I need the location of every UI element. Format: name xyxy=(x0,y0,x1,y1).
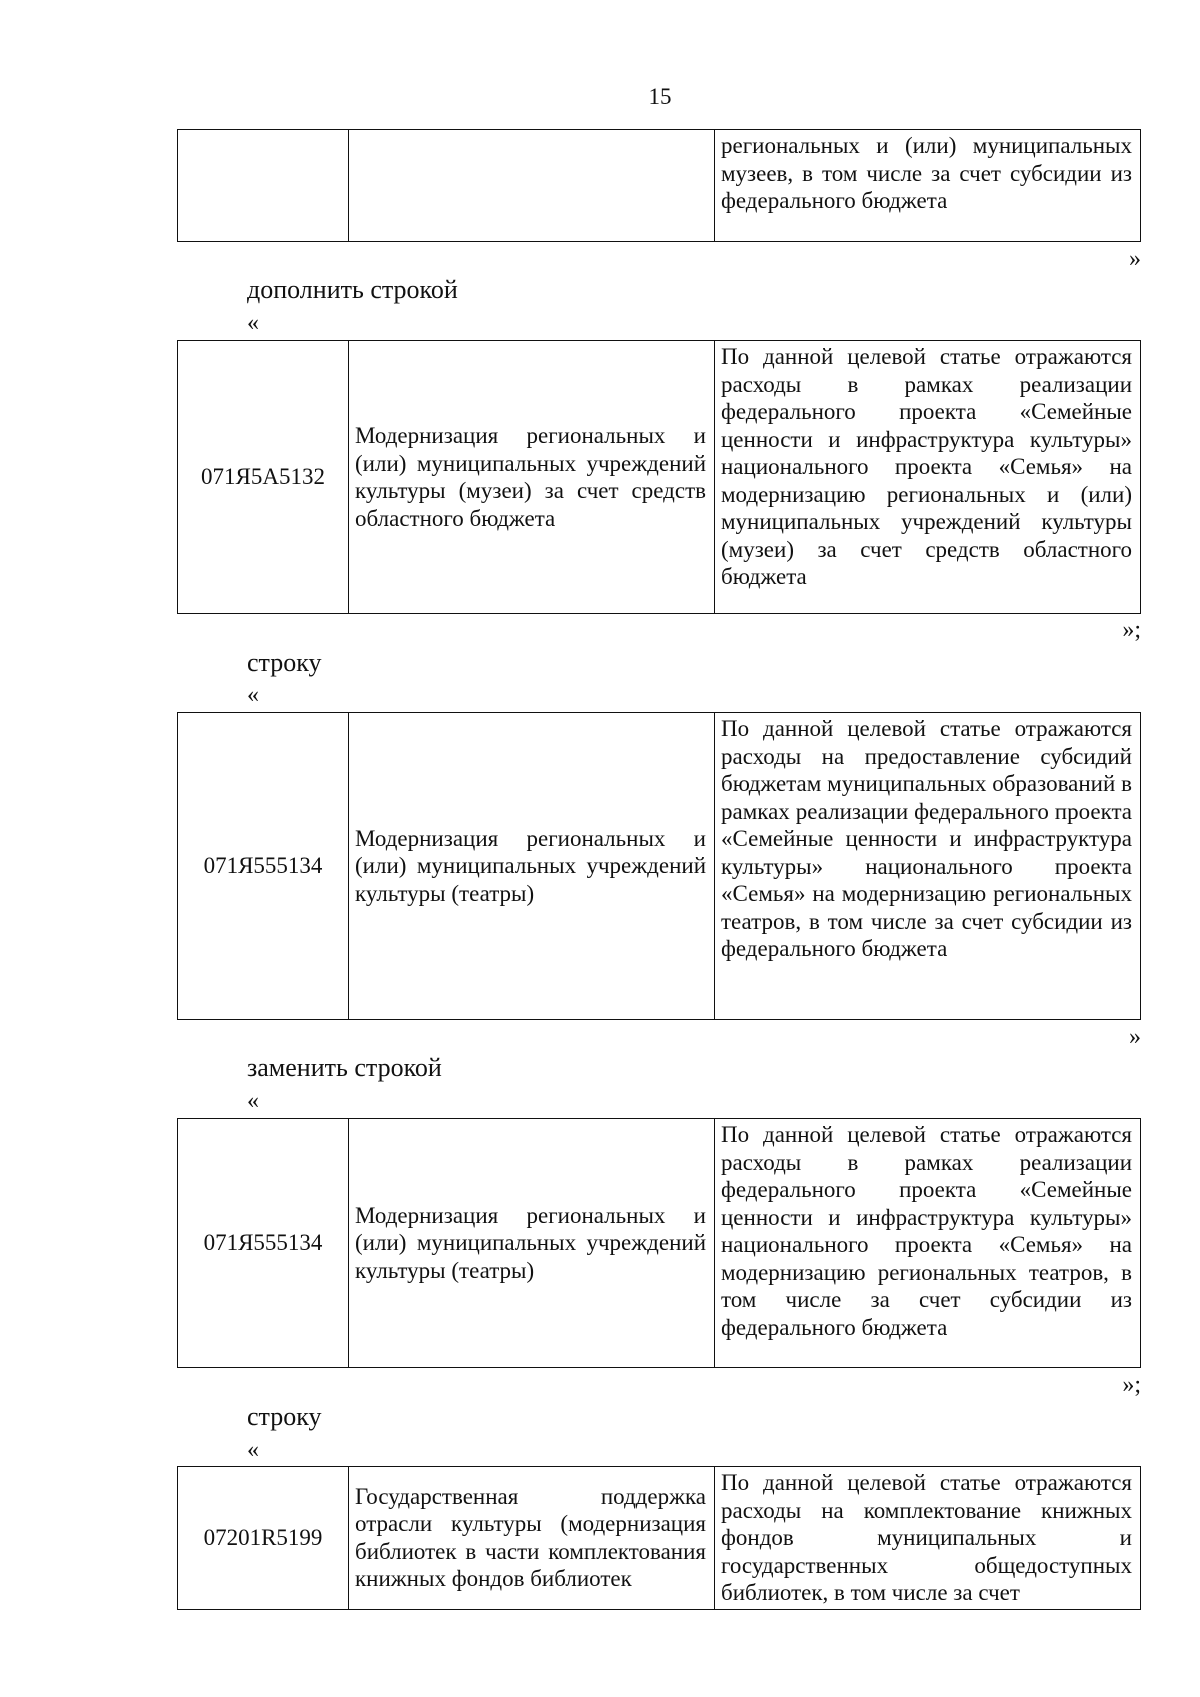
instruction-row: строку xyxy=(247,648,322,677)
budget-table-partial-row xyxy=(177,1466,1141,1610)
row-description: По данной целевой статье отражаются расходы на комплектование книжных фондов муниципальных и государственных общедоступных библиотек, в том числе за счет xyxy=(715,1467,1141,1610)
row-code: 071Я5А5132 xyxy=(178,341,349,614)
opening-quote: « xyxy=(247,682,259,708)
row-name xyxy=(349,130,715,242)
table-row xyxy=(178,713,1141,1020)
instruction-replace-row: заменить строкой xyxy=(247,1053,442,1082)
opening-quote: « xyxy=(247,1437,259,1463)
row-name: Государственная поддержка отрасли культуры (модернизация библиотек в части комплектования книжных фондов библиотек xyxy=(349,1467,715,1610)
row-code: 071Я555134 xyxy=(178,713,349,1020)
closing-quote: »; xyxy=(1122,617,1141,643)
table-row xyxy=(178,130,1141,242)
instruction-add-row: дополнить строкой xyxy=(247,275,458,304)
closing-quote: »; xyxy=(1122,1372,1141,1398)
table-row xyxy=(178,1467,1141,1610)
row-description: региональных и (или) муниципальных музеев, в том числе за счет субсидии из федерального бюджета xyxy=(715,130,1141,242)
row-description: По данной целевой статье отражаются расходы в рамках реализации федерального проекта «Семейные ценности и инфраструктура культуры» национального проекта «Семья» на модернизацию региональных и (или) муниципальных учреждений культуры (музеи) за счет средств областного бюджета xyxy=(715,341,1141,614)
closing-quote: » xyxy=(1129,246,1141,272)
row-description: По данной целевой статье отражаются расходы на предоставление субсидий бюджетам муниципальных образований в рамках реализации федерального проекта «Семейные ценности и инфраструктура культуры» национального проекта «Семья» на модернизацию региональных театров, в том числе за счет субсидии из федерального бюджета xyxy=(715,713,1141,1020)
page-number: 15 xyxy=(648,84,672,109)
opening-quote: « xyxy=(247,1088,259,1114)
row-code xyxy=(178,130,349,242)
opening-quote: « xyxy=(247,310,259,336)
budget-table-new-row xyxy=(177,1118,1141,1368)
closing-quote: » xyxy=(1129,1024,1141,1050)
row-code: 071Я555134 xyxy=(178,1119,349,1368)
table-row xyxy=(178,1119,1141,1368)
budget-table-continuation xyxy=(177,129,1141,242)
row-description: По данной целевой статье отражаются расходы в рамках реализации федерального проекта «Семейные ценности и инфраструктура культуры» национального проекта «Семья» на модернизацию региональных театров, в том числе за счет субсидии из федерального бюджета xyxy=(715,1119,1141,1368)
row-name: Модернизация региональных и (или) муниципальных учреждений культуры (театры) xyxy=(349,1119,715,1368)
budget-table-added-row xyxy=(177,340,1141,614)
instruction-row: строку xyxy=(247,1402,322,1431)
row-code: 07201R5199 xyxy=(178,1467,349,1610)
row-name: Модернизация региональных и (или) муниципальных учреждений культуры (музеи) за счет средств областного бюджета xyxy=(349,341,715,614)
row-name: Модернизация региональных и (или) муниципальных учреждений культуры (театры) xyxy=(349,713,715,1020)
budget-table-old-row xyxy=(177,712,1141,1020)
table-row xyxy=(178,341,1141,614)
